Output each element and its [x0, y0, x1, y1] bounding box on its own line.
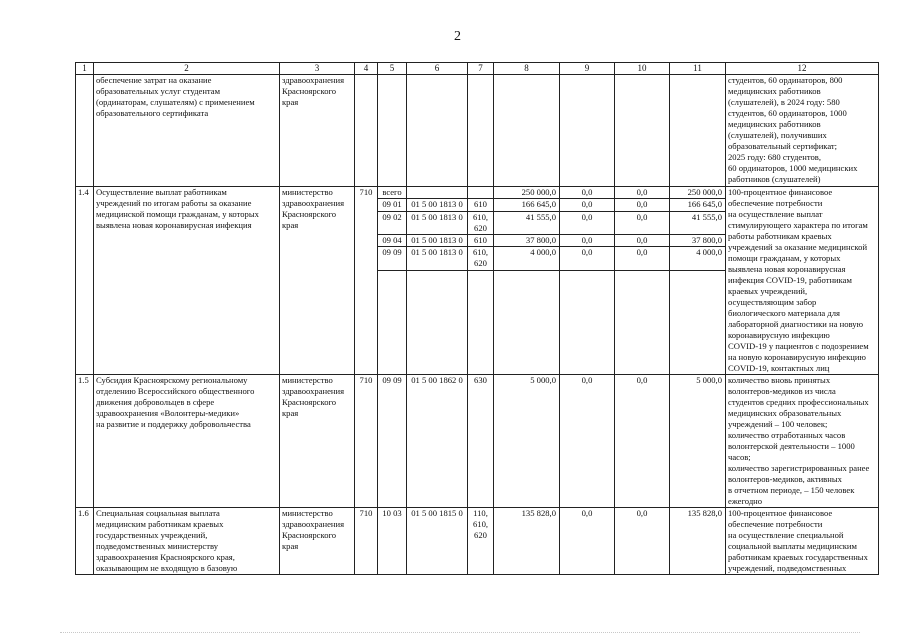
amount-total: 250 000,0 [670, 187, 726, 199]
amount-2023: 37 800,0 [494, 235, 560, 247]
header-cell: 4 [355, 63, 378, 75]
measure-name-cell: Осуществление выплат работникам учреждений по итогам работы за оказание медицинской помощи гражданам, у которых выявлена новая коронавирусная инфекция [94, 187, 280, 375]
header-cell: 10 [615, 63, 670, 75]
result-cell: студентов, 60 ординаторов, 800 медицинских работников (слушателей), в 2024 году: 580 студентов, 60 ординаторов, 1000 медицинских работников (слушателей), получивших образовательный сертификат; 2025 году: 680 студентов, 60 ординаторов, 1000 медицинских работников (слушателей) [726, 75, 879, 187]
amount-2025: 0,0 [615, 375, 670, 508]
result-cell: 100-процентное финансовое обеспечение потребности на осуществление выплат стимулирующего характера по итогам работы работникам краевых учреждений за оказание медицинской помощи гражданам, у которых выявлена новая коронавирусная инфекция COVID-19, работникам краевых учреждений, осуществляющим забор биологического материала для лабораторной диагностики на новую коронавирусную инфекцию COVID-19 у пациентов с подозрением на новую коронавирусную инфекцию COVID-19, контактных лиц [726, 187, 879, 375]
target-code: 01 5 00 1813 0 [407, 247, 468, 271]
amount-2025: 0,0 [615, 508, 670, 575]
gr-code-cell: 710 [355, 508, 378, 575]
row-number: 1.6 [76, 508, 94, 575]
ministry-cell: здравоохранения Красноярского края [280, 75, 355, 187]
header-cell: 3 [280, 63, 355, 75]
measure-name-cell: Субсидия Красноярскому региональному отделению Всероссийского общественного движения добровольцев в сфере здравоохранения «Волонтеры-медики» на развитие и поддержку добровольчества [94, 375, 280, 508]
row-number: 1.4 [76, 187, 94, 375]
header-cell: 9 [560, 63, 615, 75]
amount-2024: 0,0 [560, 199, 615, 211]
table-row-1-5 [76, 375, 879, 508]
amount-total: 135 828,0 [670, 508, 726, 575]
ministry-cell: министерство здравоохранения Красноярского края [280, 187, 355, 375]
measure-name-cell: обеспечение затрат на оказание образовательных услуг студентам (ординаторам, слушателям) с применением образовательного сертификата [94, 75, 280, 187]
header-cell: 12 [726, 63, 879, 75]
expense-type: 610, 620 [468, 211, 494, 235]
header-cell: 1 [76, 63, 94, 75]
budget-table [75, 62, 879, 575]
target-code: 01 5 00 1862 0 [407, 375, 468, 508]
section-code: 09 04 [378, 235, 407, 247]
header-cell: 8 [494, 63, 560, 75]
amount-2024: 0,0 [560, 235, 615, 247]
amount-2025: 0,0 [615, 199, 670, 211]
amount-2023: 41 555,0 [494, 211, 560, 235]
header-row [76, 63, 879, 75]
section-code: всего [378, 187, 407, 199]
section-code: 09 02 [378, 211, 407, 235]
measure-name-cell: Специальная социальная выплата медицинским работникам краевых государственных учреждений, подведомственных министерству здравоохранения Красноярского края, оказывающим не входящую в базовую [94, 508, 280, 575]
header-cell: 2 [94, 63, 280, 75]
result-cell: количество вновь принятых волонтеров-медиков из числа студентов средних профессиональных медицинских образовательных учреждений – 100 человек; количество отработанных часов волонтерской деятельности – 1000 часов; количество зарегистрированных ранее волонтеров-медиков, активных в отчетном периоде, – 150 человек ежегодно [726, 375, 879, 508]
section-code: 10 03 [378, 508, 407, 575]
amount-2025: 0,0 [615, 247, 670, 271]
amount-2023: 250 000,0 [494, 187, 560, 199]
amount-total: 166 645,0 [670, 199, 726, 211]
table-row-1-6 [76, 508, 879, 575]
amount-2023: 135 828,0 [494, 508, 560, 575]
ministry-cell: министерство здравоохранения Красноярского края [280, 375, 355, 508]
result-cell: 100-процентное финансовое обеспечение потребности на осуществление специальной социальной выплаты медицинским работникам краевых государственных учреждений, подведомственных [726, 508, 879, 575]
table-row-continuation [76, 75, 879, 187]
header-cell: 7 [468, 63, 494, 75]
amount-total: 41 555,0 [670, 211, 726, 235]
amount-2024: 0,0 [560, 211, 615, 235]
row-number: 1.5 [76, 375, 94, 508]
section-code: 09 09 [378, 375, 407, 508]
header-cell: 5 [378, 63, 407, 75]
target-code: 01 5 00 1813 0 [407, 211, 468, 235]
expense-type: 610 [468, 199, 494, 211]
amount-total: 37 800,0 [670, 235, 726, 247]
page-number: 2 [454, 29, 461, 44]
expense-type [468, 187, 494, 199]
header-cell: 6 [407, 63, 468, 75]
gr-code-cell: 710 [355, 187, 378, 375]
header-cell: 11 [670, 63, 726, 75]
table-row-1-4 [76, 187, 879, 199]
target-code: 01 5 00 1813 0 [407, 199, 468, 211]
amount-total: 5 000,0 [670, 375, 726, 508]
amount-total: 4 000,0 [670, 247, 726, 271]
amount-2024: 0,0 [560, 187, 615, 199]
section-code: 09 09 [378, 247, 407, 271]
expense-type: 630 [468, 375, 494, 508]
expense-type: 610, 620 [468, 247, 494, 271]
target-code: 01 5 00 1813 0 [407, 235, 468, 247]
section-code: 09 01 [378, 199, 407, 211]
amount-2025: 0,0 [615, 187, 670, 199]
target-code: 01 5 00 1815 0 [407, 508, 468, 575]
gr-code-cell: 710 [355, 375, 378, 508]
amount-2023: 166 645,0 [494, 199, 560, 211]
amount-2024: 0,0 [560, 247, 615, 271]
scan-artifact-line [60, 632, 860, 636]
amount-2024: 0,0 [560, 508, 615, 575]
amount-2023: 5 000,0 [494, 375, 560, 508]
amount-2025: 0,0 [615, 235, 670, 247]
amount-2024: 0,0 [560, 375, 615, 508]
expense-type: 610 [468, 235, 494, 247]
target-code [407, 187, 468, 199]
amount-2023: 4 000,0 [494, 247, 560, 271]
expense-type: 110, 610, 620 [468, 508, 494, 575]
ministry-cell: министерство здравоохранения Красноярского края [280, 508, 355, 575]
amount-2025: 0,0 [615, 211, 670, 235]
